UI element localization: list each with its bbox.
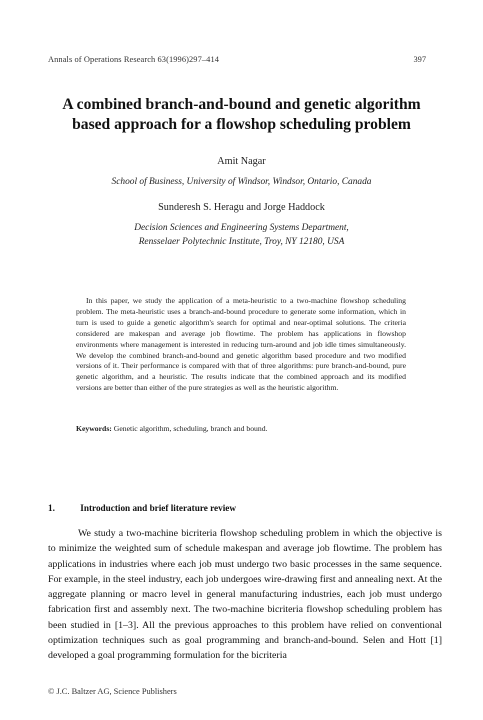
affiliation-2-line-2: Rensselaer Polytechnic Institute, Troy, NY 12180, USA [138, 236, 345, 247]
keywords-text: Genetic algorithm, scheduling, branch and bound. [113, 424, 268, 433]
affiliation-2 [0, 222, 483, 249]
author-1: Amit Nagar [217, 156, 266, 167]
paper-title [30, 95, 453, 135]
section-number: 1. [48, 503, 55, 513]
affiliation-1: School of Business, University of Windsor, Windsor, Ontario, Canada [111, 177, 372, 187]
section-title: Introduction and brief literature review [80, 503, 236, 513]
title-line-2: based approach for a flowshop scheduling problem [72, 116, 411, 133]
section-heading [48, 503, 236, 513]
abstract: In this paper, we study the application of a meta-heuristic to a two-machine flowshop scheduling problem. The meta-heuristic uses a branch-and-bound procedure to generate some information, which in turn is used to guide a genetic algorithm's search for optimal and near-optimal solutions. The criteria considered are makespan and average job flowtime. The problem has applications in flowshop environments where management is interested in reducing turn-around and job idle times simultaneously. We develop the combined branch-and-bound and genetic algorithm based procedure and two modified versions of it. Their performance is compared with that of three algorithms: pure branch-and-bound, pure genetic algorithm, and a heuristic. The results indicate that the combined approach and its modified versions are better than either of the pure strategies as well as the heuristic algorithm. [76, 296, 406, 393]
body-paragraph: We study a two-machine bicriteria flowshop scheduling problem in which the objective is to minimize the weighted sum of schedule makespan and average job flowtime. The problem has applications in industries where each job must undergo two basic processes in the same sequence. For example, in the steel industry, each job undergoes wire-drawing first and annealing next. At the aggregate planning or macro level in general manufacturing industries, each job must undergo fabrication first and assembly next. The two-machine bicriteria flowshop scheduling problem has been studied in [1–3]. All the previous approaches to this problem have relied on conventional optimization techniques such as goal programming and branch-and-bound. Selen and Hott [1] developed a goal programming formulation for the bicriteria [48, 528, 442, 662]
author-2: Sunderesh S. Heragu and Jorge Haddock [158, 202, 325, 213]
affiliation-2-line-1: Decision Sciences and Engineering Systems Department, [134, 223, 349, 233]
title-line-1: A combined branch-and-bound and genetic algorithm [62, 96, 421, 113]
keywords [76, 424, 406, 433]
keywords-label: Keywords: [76, 424, 112, 433]
journal-citation: Annals of Operations Research 63(1996)297–414 [48, 55, 220, 64]
page-number: 397 [413, 55, 426, 64]
publisher-footer: © J.C. Baltzer AG, Science Publishers [48, 687, 177, 696]
